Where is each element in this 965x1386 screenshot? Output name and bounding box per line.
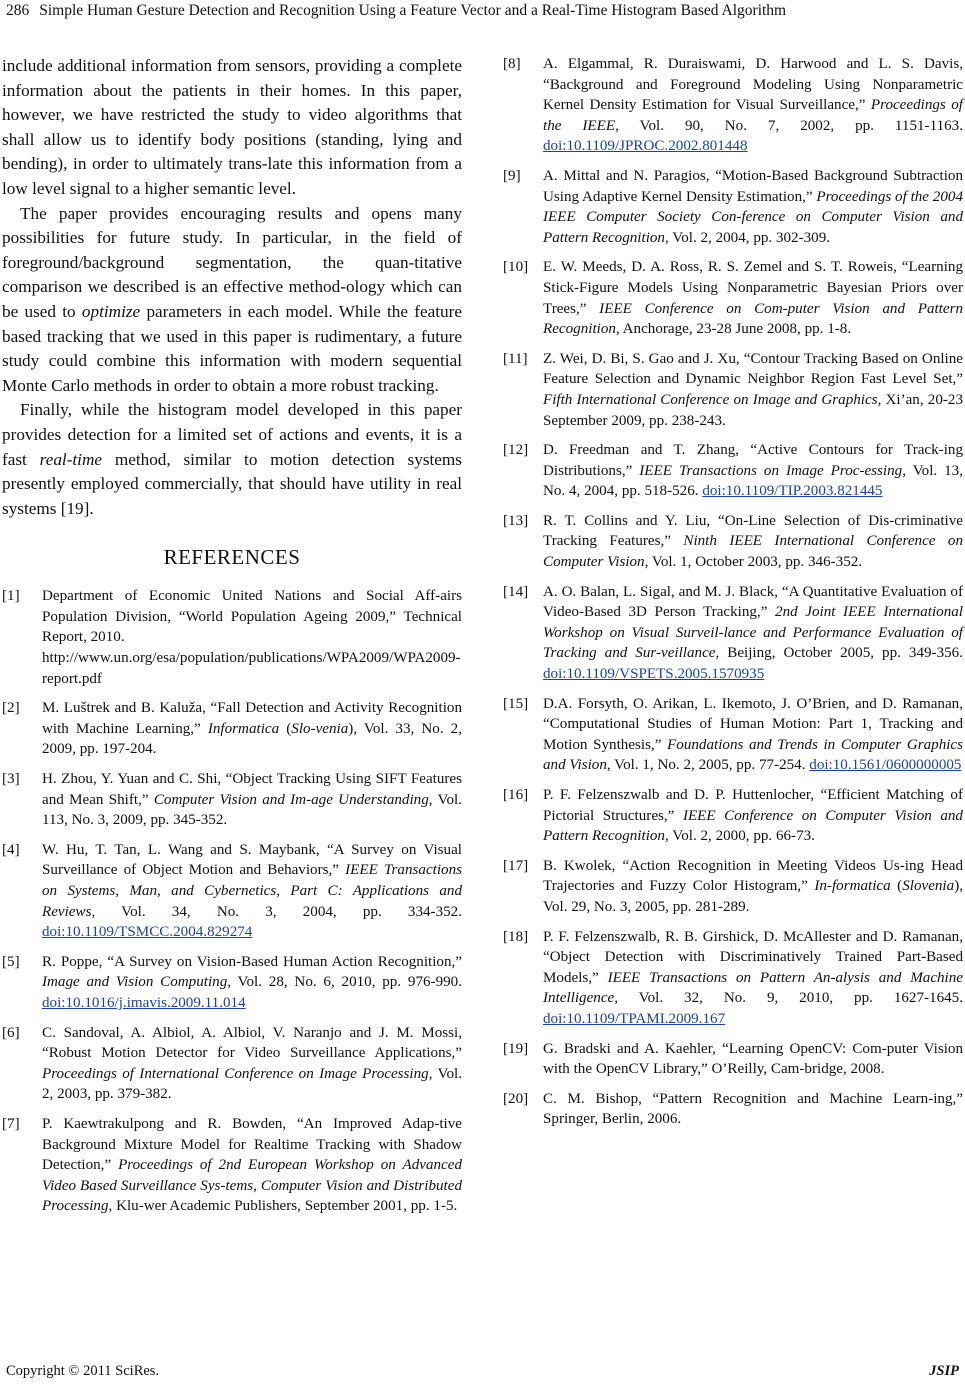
right-column xyxy=(503,54,963,1139)
reference-segment: , Vol. 2, 2003, pp. 379-382. xyxy=(42,1065,462,1103)
reference-text xyxy=(543,511,963,573)
reference-venue: Proceedings of the IEEE xyxy=(543,97,963,134)
reference-segment: , Vol. 1, No. 2, 2005, pp. 77-254. xyxy=(606,757,810,774)
reference-segment: E. W. Meeds, D. A. Ross, R. S. Zemel and S. T. Roweis, “Learning Stick-Figure Models Using Nonparametric Bayesian Priors over Trees,” xyxy=(543,259,963,317)
reference-number: [18] xyxy=(503,928,529,945)
reference-doi-link[interactable]: doi:10.1561/0600000005 xyxy=(809,757,962,774)
reference-text xyxy=(42,952,462,1014)
reference-list-left xyxy=(2,586,462,1217)
reference-venue: Informatica xyxy=(207,720,280,737)
reference-venue: Fifth International Conference on Image and Graphics xyxy=(543,391,878,408)
reference-segment: A. Mittal and N. Paragios, “Motion-Based Background Subtraction Using Adaptive Kernel Density Estimation,” xyxy=(543,167,963,205)
reference-segment: , Klu-wer Academic Publishers, September 2001, pp. 1-5. xyxy=(108,1198,458,1215)
body-paragraph-3-part-b: method, similar to motion detection systems presently employed commercially, that should have utility in real systems [19]. xyxy=(2,449,462,518)
reference-item xyxy=(2,1114,462,1217)
reference-doi-link[interactable]: doi:10.1109/TPAMI.2009.167 xyxy=(543,1010,726,1027)
reference-text xyxy=(42,769,462,831)
reference-number: [1] xyxy=(2,588,20,605)
body-paragraph-3-emphasis: real-time xyxy=(39,449,103,469)
reference-text xyxy=(543,166,963,248)
reference-number: [4] xyxy=(2,841,20,858)
reference-segment: A. O. Balan, L. Sigal, and M. J. Black, “A Quantitative Evaluation of Video-Based 3D Person Tracking,” xyxy=(543,583,963,621)
body-paragraph-3-part-a: Finally, while the histogram model developed in this paper provides detection for a limited set of actions and events, it is a fast xyxy=(2,400,462,469)
reference-text xyxy=(42,698,462,760)
body-paragraph-2-part-b: parameters in each model. While the feature based tracking that we used in this paper is rudimentary, a future study could combine this information with modern sequential Monte Carlo methods in order to obtain a more robust tracking. xyxy=(2,301,462,395)
reference-number: [19] xyxy=(503,1040,529,1057)
reference-number: [2] xyxy=(2,700,20,717)
reference-number: [12] xyxy=(503,442,529,459)
reference-text xyxy=(543,440,963,502)
reference-segment: P. F. Felzenszwalb, R. B. Girshick, D. McAllester and D. Ramanan, “Object Detection with Discriminatively Trained Part-Based Models,” xyxy=(543,928,963,986)
reference-segment: C. Sandoval, A. Albiol, A. Albiol, V. Naranjo and J. M. Mossi, “Robust Motion Detector for Video Surveillance Applications,” xyxy=(42,1024,462,1062)
reference-number: [8] xyxy=(503,56,521,72)
body-paragraph-2-emphasis: optimize xyxy=(81,301,141,321)
reference-venue: IEEE Transactions on Systems, Man, and Cybernetics, Part C: Applications and Reviews xyxy=(42,862,462,920)
reference-venue: Image and Vision Computing xyxy=(42,974,228,991)
running-title: Simple Human Gesture Detection and Recognition Using a Feature Vector and a Real-Time Histogram Based Algorithm xyxy=(39,2,787,19)
reference-segment: , Vol. 1, October 2003, pp. 346-352. xyxy=(644,554,863,571)
reference-segment: Z. Wei, D. Bi, S. Gao and J. Xu, “Contour Tracking Based on Online Feature Selection and Dynamic Neighbor Region Fast Level Set,” xyxy=(543,350,963,388)
reference-item xyxy=(503,257,963,339)
reference-number: [17] xyxy=(503,857,529,874)
reference-segment: , Vol. 32, No. 9, 2010, pp. 1627-1645. xyxy=(614,990,963,1007)
reference-text xyxy=(543,1089,963,1130)
reference-segment: , Xi’an, 20-23 September 2009, pp. 238-243. xyxy=(543,391,963,429)
reference-list-right xyxy=(503,54,963,1130)
reference-text xyxy=(543,927,963,1030)
reference-segment: C. M. Bishop, “Pattern Recognition and Machine Learn-ing,” Springer, Berlin, 2006. xyxy=(543,1090,963,1128)
reference-venue: Foundations and Trends in Computer Graphics and Vision xyxy=(543,736,964,774)
reference-segment: , Vol. 113, No. 3, 2009, pp. 345-352. xyxy=(42,791,462,829)
reference-item xyxy=(503,511,963,573)
reference-venue: 2nd Joint IEEE International Workshop on Visual Surveil-lance and Performance Evaluation of Tracking and Sur-veillance xyxy=(543,604,964,662)
reference-doi-link[interactable]: doi:10.1109/TIP.2003.821445 xyxy=(702,483,883,500)
reference-number: [7] xyxy=(2,1115,20,1132)
reference-item xyxy=(503,927,963,1030)
reference-text xyxy=(543,694,963,776)
reference-segment: G. Bradski and A. Kaehler, “Learning OpenCV: Com-puter Vision with the OpenCV Library,” O’Reilly, Cam-bridge, 2008. xyxy=(543,1040,963,1078)
body-paragraph-3 xyxy=(2,398,462,521)
reference-number: [13] xyxy=(503,512,529,529)
reference-venue: IEEE Transactions on Image Proc-essing xyxy=(639,462,903,479)
journal-abbreviation: JSIP xyxy=(929,1363,959,1379)
reference-venue: Proceedings of the 2004 IEEE Computer Society Con-ference on Computer Vision and Pattern Recognition xyxy=(543,188,963,246)
reference-segment: D. Freedman and T. Zhang, “Active Contours for Track-ing Distributions,” xyxy=(543,442,963,479)
reference-segment: P. F. Felzenszwalb and D. P. Huttenlocher, “Efficient Matching of Pictorial Structures,” xyxy=(543,787,963,824)
reference-segment: D.A. Forsyth, O. Arikan, L. Ikemoto, J. O’Brien, and D. Ramanan, “Computational Studies of Human Motion: Part 1, Tracking and Motion Synthesis,” xyxy=(543,695,963,753)
reference-segment: ( xyxy=(890,878,903,895)
reference-item xyxy=(503,1039,963,1080)
reference-text xyxy=(543,1039,963,1080)
reference-segment: ( xyxy=(279,720,292,737)
reference-segment: M. Luštrek and B. Kaluža, “Fall Detection and Activity Recognition with Machine Learning,” xyxy=(42,700,462,737)
reference-segment: B. Kwolek, “Action Recognition in Meeting Videos Us-ing Head Trajectories and Fuzzy Color Histogram,” xyxy=(543,857,963,895)
reference-item xyxy=(2,698,462,760)
reference-text xyxy=(543,257,963,339)
reference-segment: , Anchorage, 23-28 June 2008, pp. 1-8. xyxy=(615,321,852,338)
reference-segment: Department of Economic United Nations and Social Aff-airs Population Division, “World Population Ageing 2009,” Technical Report, 2010. xyxy=(42,588,462,646)
reference-doi-link[interactable]: doi:10.1109/JPROC.2002.801448 xyxy=(543,138,748,155)
reference-venue: Ninth IEEE International Conference on Computer Vision xyxy=(543,533,963,571)
reference-venue: Proceedings of International Conference on Image Processing xyxy=(42,1065,429,1082)
reference-item xyxy=(503,856,963,918)
reference-item xyxy=(503,582,963,685)
reference-segment: ), Vol. 29, No. 3, 2005, pp. 281-289. xyxy=(543,878,963,915)
reference-venue: IEEE Conference on Com-puter Vision and Pattern Recognition xyxy=(543,300,963,338)
reference-segment: , Vol. 28, No. 6, 2010, pp. 976-990. xyxy=(227,974,462,991)
reference-text xyxy=(543,582,963,685)
reference-segment: R. Poppe, “A Survey on Vision-Based Human Action Recognition,” xyxy=(42,953,462,970)
page-number: 286 xyxy=(6,2,30,19)
copyright-notice: Copyright © 2011 SciRes. xyxy=(6,1363,160,1379)
reference-venue: Slovenia xyxy=(902,878,955,895)
reference-venue: In-formatica xyxy=(814,878,891,895)
reference-segment: R. T. Collins and Y. Liu, “On-Line Selection of Dis-criminative Tracking Features,” xyxy=(543,512,963,550)
reference-item xyxy=(503,166,963,248)
reference-segment: , Vol. 34, No. 3, 2004, pp. 334-352. xyxy=(91,903,462,920)
reference-item xyxy=(2,840,462,943)
reference-number: [5] xyxy=(2,953,20,970)
page-footer xyxy=(6,1363,959,1380)
reference-item xyxy=(503,440,963,502)
reference-venue: IEEE Conference on Computer Vision and Pattern Recognition xyxy=(543,807,963,845)
reference-text xyxy=(42,586,462,689)
reference-text xyxy=(543,349,963,431)
reference-text xyxy=(543,54,963,157)
references-heading: REFERENCES xyxy=(163,545,301,570)
reference-item xyxy=(503,694,963,776)
reference-segment: , Beijing, October 2005, pp. 349-356. xyxy=(715,645,963,662)
reference-venue: Slo-venia xyxy=(291,720,349,737)
reference-number: [15] xyxy=(503,695,529,712)
reference-segment: P. Kaewtrakulpong and R. Bowden, “An Improved Adap-tive Background Mixture Model for Realtime Tracking with Shadow Detection,” xyxy=(42,1115,462,1174)
reference-number: [11] xyxy=(503,350,528,367)
reference-doi-link[interactable]: doi:10.1016/j.imavis.2009.11.014 xyxy=(42,994,246,1011)
reference-item xyxy=(503,1089,963,1130)
reference-segment: W. Hu, T. Tan, L. Wang and S. Maybank, “A Survey on Visual Surveillance of Object Motion and Behaviors,” xyxy=(42,841,462,879)
reference-segment: , Vol. 2, 2000, pp. 66-73. xyxy=(664,828,815,845)
reference-item xyxy=(2,952,462,1014)
reference-number: [14] xyxy=(503,583,529,600)
reference-text xyxy=(42,1114,462,1217)
reference-url[interactable]: http://www.un.org/esa/population/publications/WPA2009/WPA2009-report.pdf xyxy=(42,650,461,687)
reference-number: [20] xyxy=(503,1090,529,1107)
body-paragraph-2 xyxy=(2,202,462,399)
reference-venue: Computer Vision and Im-age Understanding xyxy=(153,791,429,808)
reference-segment: ), Vol. 33, No. 2, 2009, pp. 197-204. xyxy=(42,720,463,758)
reference-text xyxy=(543,785,963,847)
running-header xyxy=(6,2,956,20)
body-paragraph-2-part-a: The paper provides encouraging results and opens many possibilities for future study. In particular, in the field of foreground/background segmentation, the quan-titative comparison we described is an effective method-ology which can be used to xyxy=(2,203,462,321)
left-column xyxy=(2,54,462,1226)
reference-number: [6] xyxy=(2,1024,20,1041)
reference-item xyxy=(2,586,462,689)
reference-segment: , Vol. 13, No. 4, 2004, pp. 518-526. xyxy=(543,462,963,500)
reference-text xyxy=(543,856,963,918)
reference-number: [3] xyxy=(2,771,20,788)
reference-item xyxy=(503,785,963,847)
reference-text xyxy=(42,1023,462,1105)
reference-number: [9] xyxy=(503,167,521,184)
reference-text xyxy=(42,840,462,943)
reference-number: [16] xyxy=(503,787,529,803)
reference-segment: , Vol. 2, 2004, pp. 302-309. xyxy=(664,229,831,246)
reference-venue: IEEE Transactions on Pattern An-alysis and Machine Intelligence xyxy=(543,969,964,1007)
reference-number: [10] xyxy=(503,259,529,276)
reference-venue: Proceedings of 2nd European Workshop on Advanced Video Based Surveillance Sys-tems, Computer Vision and Distributed Processing xyxy=(42,1157,462,1215)
reference-segment: A. Elgammal, R. Duraiswami, D. Harwood and L. S. Davis, “Background and Foreground Modeling Using Nonparametric Kernel Density Estimation for Visual Surveillance,” xyxy=(543,56,963,114)
reference-item xyxy=(2,1023,462,1105)
reference-doi-link[interactable]: doi:10.1109/VSPETS.2005.1570935 xyxy=(543,666,765,683)
body-paragraph-1: include additional information from sensors, providing a complete information about the patients in their homes. In this paper, however, we have restricted the study to video algorithms that shall allow us to identify body positions (standing, lying and bending), in order to ultimately trans-late this information from a low level signal to a higher semantic level. xyxy=(2,56,462,198)
reference-item xyxy=(2,769,462,831)
reference-segment: H. Zhou, Y. Yuan and C. Shi, “Object Tracking Using SIFT Features and Mean Shift,” xyxy=(42,771,462,808)
reference-item xyxy=(503,54,963,157)
reference-segment: , Vol. 90, No. 7, 2002, pp. 1151-1163. xyxy=(615,117,963,134)
reference-doi-link[interactable]: doi:10.1109/TSMCC.2004.829274 xyxy=(42,924,253,941)
reference-item xyxy=(503,349,963,431)
